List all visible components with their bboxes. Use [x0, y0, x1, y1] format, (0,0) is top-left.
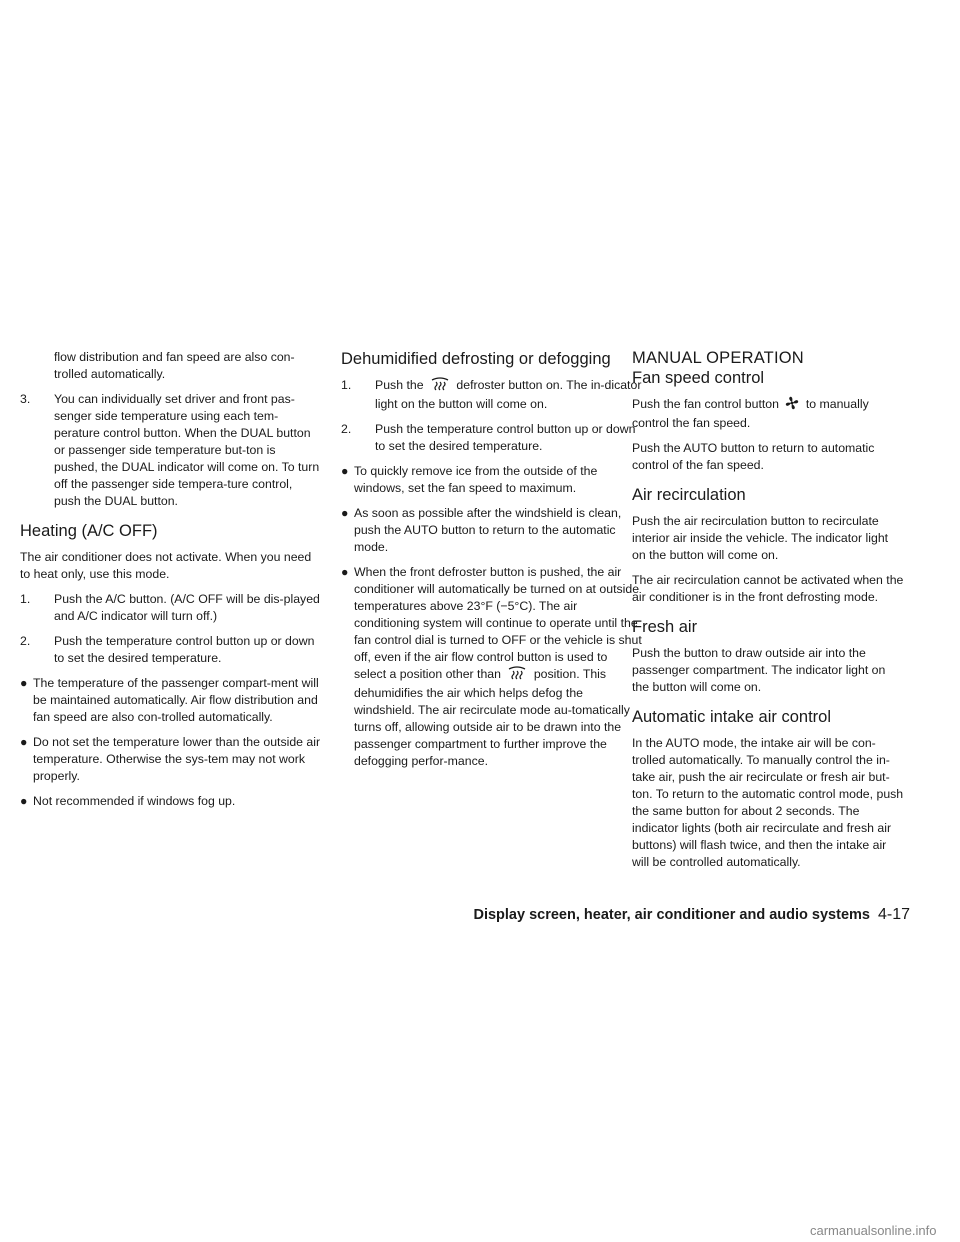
- column-2: [341, 349, 642, 770]
- list-item-2: [341, 421, 642, 455]
- heading-defogging: Dehumidified defrosting or defogging: [341, 350, 611, 368]
- footer-section-title: Display screen, heater, air conditioner and audio systems: [473, 907, 870, 923]
- bullet-text: The temperature of the passenger compart-ment will be maintained automatically. Air flow distribution and fan speed are also con-trolled automatically.: [33, 676, 319, 724]
- bullet-item: [341, 463, 642, 497]
- heading-heating: Heating (A/C OFF): [20, 522, 158, 540]
- text-fragment: Push the: [375, 378, 424, 392]
- bullet-icon: ●: [20, 794, 28, 808]
- fan-paragraph-1: [632, 396, 904, 432]
- text-fragment: Push the fan control button: [632, 397, 779, 411]
- list-text: Push the A/C button. (A/C OFF will be dis-played and A/C indicator will turn off.): [54, 592, 320, 623]
- bullet-icon: ●: [20, 676, 28, 690]
- bullet-text: Not recommended if windows fog up.: [33, 794, 236, 808]
- fan-icon: [785, 396, 799, 415]
- defroster-icon: [430, 377, 450, 396]
- heading-fan-speed: Fan speed control: [632, 369, 765, 387]
- bullet-text: As soon as possible after the windshield is clean, push the AUTO button to return to the automatic mode.: [354, 506, 622, 554]
- continued-text: flow distribution and fan speed are also con-trolled automatically.: [54, 350, 295, 381]
- list-text: Push the temperature control button up or down to set the desired temperature.: [375, 422, 636, 453]
- heading-air-recirculation: Air recirculation: [632, 486, 746, 504]
- heating-intro: The air conditioner does not activate. When you need to heat only, use this mode.: [20, 550, 312, 581]
- text-fragment: to manually control the fan speed.: [632, 397, 869, 430]
- list-number: 1.: [20, 592, 31, 606]
- list-text: Push the temperature control button up or down to set the desired temperature.: [54, 634, 315, 665]
- defroster-icon: [507, 666, 527, 685]
- column-3: [632, 349, 904, 871]
- bullet-item: [20, 734, 322, 785]
- heading-intake-control: Automatic intake air control: [632, 708, 832, 726]
- list-item-1: [341, 377, 642, 413]
- list-number: 3.: [20, 392, 31, 406]
- fan-paragraph-2: Push the AUTO button to return to automatic control of the fan speed.: [632, 441, 875, 472]
- list-item-1: [20, 591, 322, 625]
- bullet-text: Do not set the temperature lower than the outside air temperature. Otherwise the sys-tem may not work properly.: [33, 735, 321, 783]
- intake-paragraph: In the AUTO mode, the intake air will be con-trolled automatically. To manually control the in-take air, push the air recirculate or fresh air but-ton. To return to the automatic control mode, push the same button for about 2 seconds. The indicator lights (both air recirculate and fresh air buttons) will flash twice, and then the intake air will be controlled automatically.: [632, 736, 904, 869]
- heading-manual-operation: MANUAL OPERATION: [632, 349, 804, 367]
- text-fragment: defroster button on. The in-dicator light on the button will come on.: [375, 378, 642, 411]
- column-1: [20, 349, 322, 810]
- list-number: 1.: [341, 378, 352, 392]
- text-fragment: position. This dehumidifies the air which helps defog the windshield. The air recirculate mode au-tomatically turns off, allowing outside air to be drawn into the passenger compartment to further improve the defogging perfor-mance.: [354, 667, 630, 768]
- bullet-item: [20, 675, 322, 726]
- list-number: 2.: [341, 422, 352, 436]
- bullet-icon: ●: [341, 506, 349, 520]
- bullet-text: To quickly remove ice from the outside of the windows, set the fan speed to maximum.: [354, 464, 598, 495]
- bullet-icon: ●: [341, 565, 349, 579]
- list-text: You can individually set driver and front pas-senger side temperature using each tem-perature control button. When the DUAL button or passenger side temperature but-ton is pushed, the DUAL indicator will come on. To turn off the passenger side tempera-ture control, push the DUAL button.: [54, 392, 320, 508]
- list-item-3: [20, 391, 322, 510]
- list-number: 2.: [20, 634, 31, 648]
- fresh-paragraph: Push the button to draw outside air into the passenger compartment. The indicator light on the button will come on.: [632, 646, 886, 694]
- recirc-paragraph-2: The air recirculation cannot be activated when the air conditioner is in the front defrosting mode.: [632, 573, 904, 604]
- recirc-paragraph-1: Push the air recirculation button to recirculate interior air inside the vehicle. The indicator light on the button will come on.: [632, 514, 889, 562]
- watermark: carmanualsonline.info: [810, 1223, 937, 1238]
- text-fragment: When the front defroster button is pushed, the air conditioner will automatically be turned on at outside temperatures above 23°F (−5°C). The air conditioning system will continue to operate until the fan control dial is turned to OFF or the vehicle is shut off, even if the air flow control button is used to select a position other than: [354, 565, 642, 681]
- list-text: [375, 377, 642, 413]
- list-item-2: [20, 633, 322, 667]
- bullet-item: [20, 793, 322, 810]
- bullet-icon: ●: [20, 735, 28, 749]
- bullet-item: [341, 564, 642, 770]
- bullet-item: [341, 505, 642, 556]
- page-footer: [440, 906, 910, 924]
- bullet-text: [354, 564, 642, 770]
- heading-fresh-air: Fresh air: [632, 618, 698, 636]
- bullet-icon: ●: [341, 464, 349, 478]
- page-number: 4-17: [877, 906, 910, 923]
